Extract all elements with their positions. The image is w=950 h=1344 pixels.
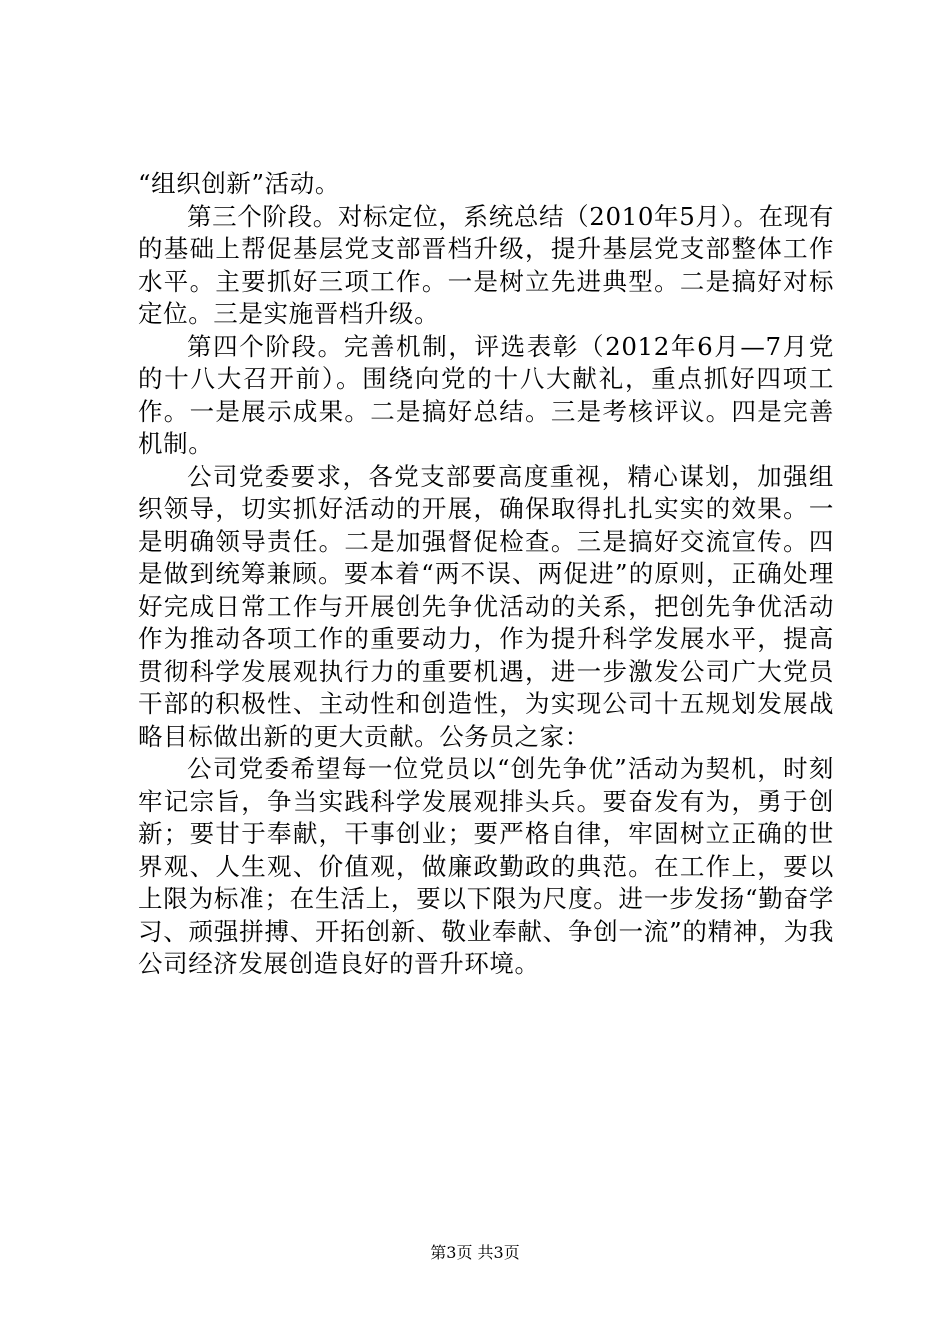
paragraph-stage-three: 第三个阶段。对标定位，系统总结（2010年5月）。在现有的基础上帮促基层党支部晋档升级，提升基层党支部整体工作水平。主要抓好三项工作。一是树立先进典型。二是搞好对标定位。三是实施晋档升级。: [138, 201, 834, 328]
page-number: 第3页 共3页: [430, 1243, 520, 1262]
paragraph-party-requirements: 公司党委要求，各党支部要高度重视，精心谋划，加强组织领导，切实抓好活动的开展，确保取得扎扎实实的效果。一是明确领导责任。二是加强督促检查。三是搞好交流宣传。四是做到统筹兼顾。要本着“两不误、两促进”的原则，正确处理好完成日常工作与开展创先争优活动的关系，把创先争优活动作为推动各项工作的重要动力，作为提升科学发展水平，提高贯彻科学发展观执行力的重要机遇，进一步激发公司广大党员干部的积极性、主动性和创造性，为实现公司十五规划发展战略目标做出新的更大贡献。公务员之家：: [138, 461, 834, 751]
document-body: [138, 168, 834, 981]
page-footer: [0, 1242, 950, 1264]
paragraph-stage-four: 第四个阶段。完善机制，评选表彰（2012年6月—7月党的十八大召开前）。围绕向党的十八大献礼，重点抓好四项工作。一是展示成果。二是搞好总结。三是考核评议。四是完善机制。: [138, 331, 834, 458]
paragraph-party-hopes: 公司党委希望每一位党员以“创先争优”活动为契机，时刻牢记宗旨，争当实践科学发展观排头兵。要奋发有为，勇于创新；要甘于奉献，干事创业；要严格自律，牢固树立正确的世界观、人生观、价值观，做廉政勤政的典范。在工作上，要以上限为标准；在生活上，要以下限为尺度。进一步发扬“勤奋学习、顽强拼搏、开拓创新、敬业奉献、争创一流”的精神，为我公司经济发展创造良好的晋升环境。: [138, 754, 834, 978]
paragraph-continuation: “组织创新”活动。: [138, 169, 340, 198]
